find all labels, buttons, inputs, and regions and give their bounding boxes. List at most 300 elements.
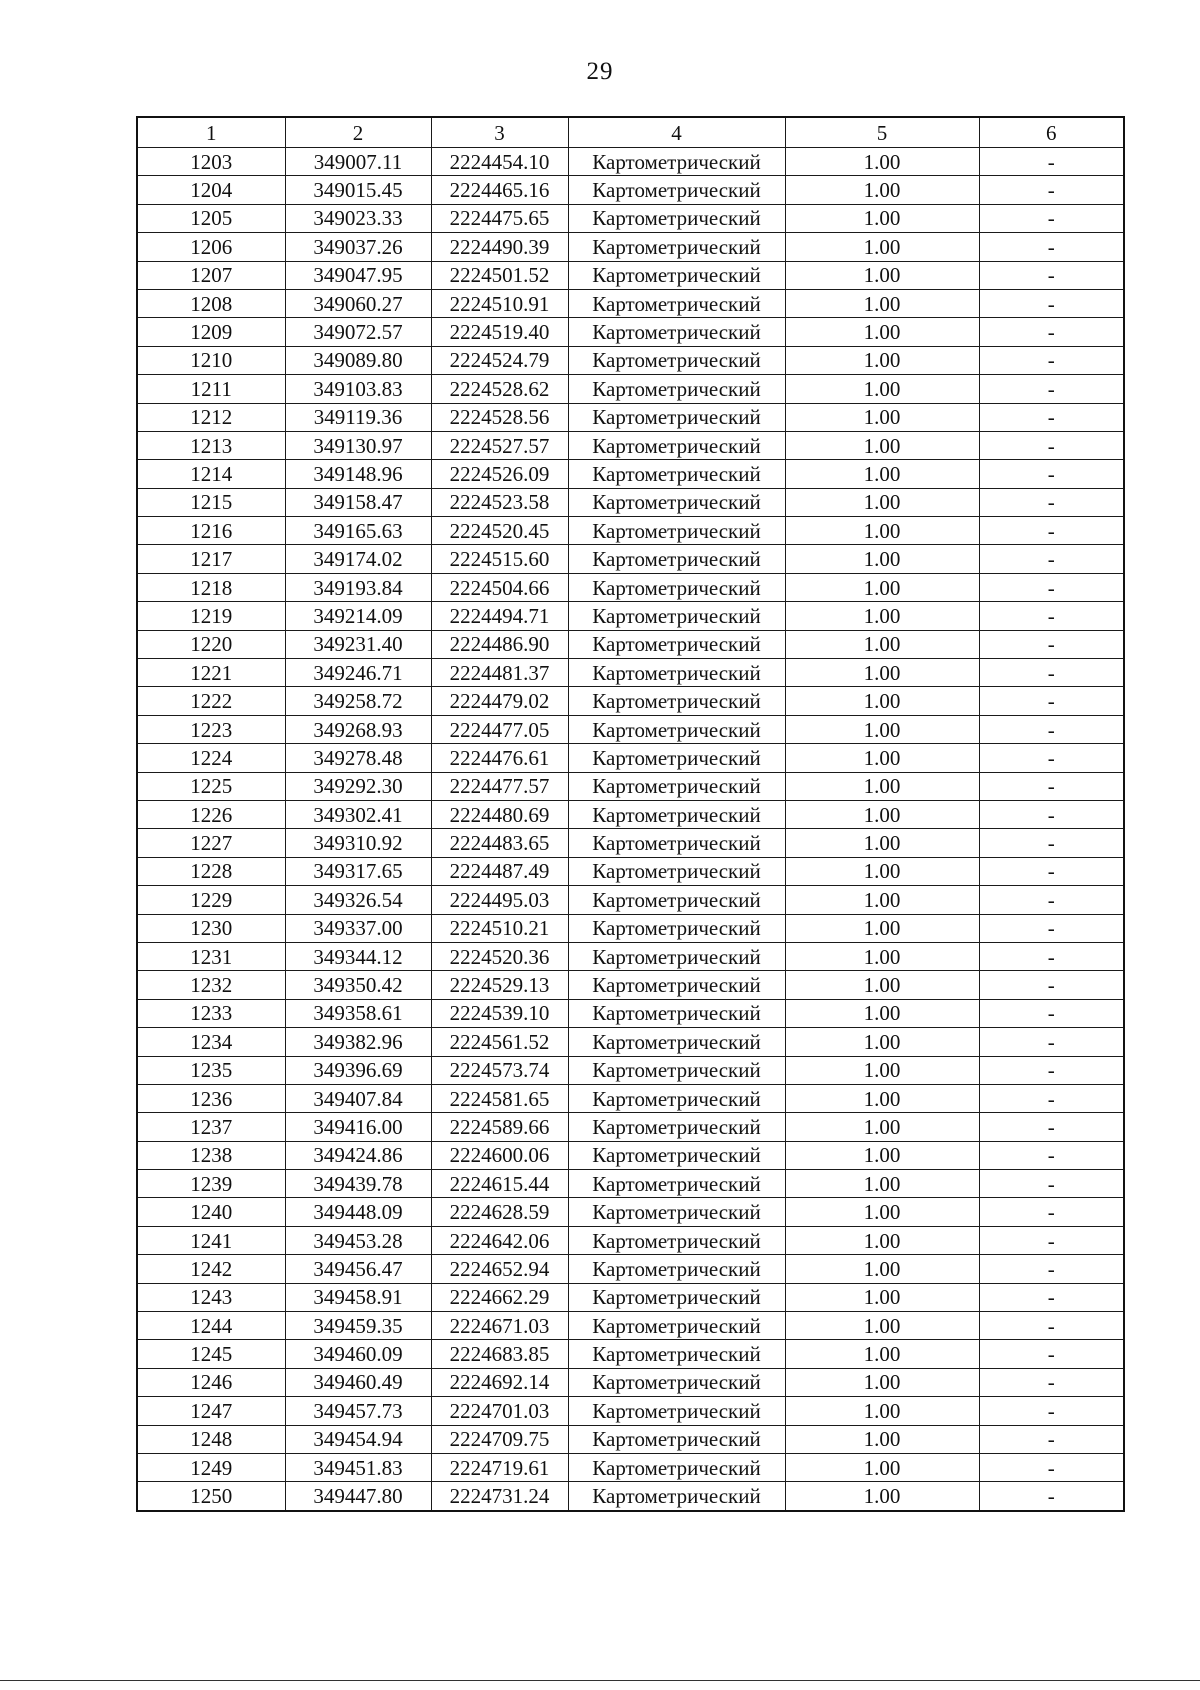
x-coordinate-cell: 349344.12 (285, 942, 431, 970)
x-coordinate-cell: 349460.09 (285, 1340, 431, 1368)
table-row (137, 1453, 1124, 1481)
point-number-cell: 1212 (137, 403, 285, 431)
accuracy-cell: 1.00 (785, 573, 979, 601)
method-cell: Картометрический (568, 744, 785, 772)
accuracy-cell: 1.00 (785, 1397, 979, 1425)
table-row (137, 1113, 1124, 1141)
accuracy-cell: 1.00 (785, 318, 979, 346)
x-coordinate-cell: 349130.97 (285, 431, 431, 459)
x-coordinate-cell: 349007.11 (285, 148, 431, 176)
table-row (137, 999, 1124, 1027)
method-cell: Картометрический (568, 630, 785, 658)
table-row (137, 1283, 1124, 1311)
table-row (137, 829, 1124, 857)
table-row (137, 1198, 1124, 1226)
y-coordinate-cell: 2224483.65 (431, 829, 568, 857)
method-cell: Картометрический (568, 148, 785, 176)
note-cell: - (979, 488, 1124, 516)
y-coordinate-cell: 2224573.74 (431, 1056, 568, 1084)
note-cell: - (979, 1198, 1124, 1226)
y-coordinate-cell: 2224520.36 (431, 942, 568, 970)
point-number-cell: 1207 (137, 261, 285, 289)
table-row (137, 233, 1124, 261)
x-coordinate-cell: 349317.65 (285, 857, 431, 885)
point-number-cell: 1220 (137, 630, 285, 658)
y-coordinate-cell: 2224479.02 (431, 687, 568, 715)
accuracy-cell: 1.00 (785, 460, 979, 488)
point-number-cell: 1243 (137, 1283, 285, 1311)
point-number-cell: 1247 (137, 1397, 285, 1425)
method-cell: Картометрический (568, 971, 785, 999)
y-coordinate-cell: 2224490.39 (431, 233, 568, 261)
y-coordinate-cell: 2224510.21 (431, 914, 568, 942)
x-coordinate-cell: 349456.47 (285, 1255, 431, 1283)
x-coordinate-cell: 349246.71 (285, 659, 431, 687)
accuracy-cell: 1.00 (785, 772, 979, 800)
x-coordinate-cell: 349396.69 (285, 1056, 431, 1084)
y-coordinate-cell: 2224692.14 (431, 1368, 568, 1396)
note-cell: - (979, 375, 1124, 403)
table-row (137, 1482, 1124, 1511)
x-coordinate-cell: 349453.28 (285, 1226, 431, 1254)
table-row (137, 772, 1124, 800)
table-row (137, 176, 1124, 204)
accuracy-cell: 1.00 (785, 1340, 979, 1368)
table-row (137, 1226, 1124, 1254)
table-row (137, 800, 1124, 828)
column-header-1: 1 (137, 117, 285, 148)
note-cell: - (979, 1312, 1124, 1340)
point-number-cell: 1213 (137, 431, 285, 459)
x-coordinate-cell: 349358.61 (285, 999, 431, 1027)
x-coordinate-cell: 349158.47 (285, 488, 431, 516)
accuracy-cell: 1.00 (785, 431, 979, 459)
accuracy-cell: 1.00 (785, 687, 979, 715)
note-cell: - (979, 857, 1124, 885)
y-coordinate-cell: 2224628.59 (431, 1198, 568, 1226)
bottom-rule (0, 1680, 1200, 1681)
method-cell: Картометрический (568, 1482, 785, 1511)
method-cell: Картометрический (568, 1425, 785, 1453)
x-coordinate-cell: 349382.96 (285, 1028, 431, 1056)
accuracy-cell: 1.00 (785, 346, 979, 374)
point-number-cell: 1249 (137, 1453, 285, 1481)
note-cell: - (979, 1425, 1124, 1453)
point-number-cell: 1219 (137, 602, 285, 630)
point-number-cell: 1218 (137, 573, 285, 601)
table-row (137, 318, 1124, 346)
note-cell: - (979, 545, 1124, 573)
x-coordinate-cell: 349089.80 (285, 346, 431, 374)
x-coordinate-cell: 349231.40 (285, 630, 431, 658)
accuracy-cell: 1.00 (785, 659, 979, 687)
point-number-cell: 1229 (137, 886, 285, 914)
y-coordinate-cell: 2224528.56 (431, 403, 568, 431)
accuracy-cell: 1.00 (785, 1226, 979, 1254)
accuracy-cell: 1.00 (785, 829, 979, 857)
method-cell: Картометрический (568, 999, 785, 1027)
table-row (137, 460, 1124, 488)
table-row (137, 1255, 1124, 1283)
accuracy-cell: 1.00 (785, 1056, 979, 1084)
note-cell: - (979, 431, 1124, 459)
x-coordinate-cell: 349165.63 (285, 517, 431, 545)
note-cell: - (979, 346, 1124, 374)
x-coordinate-cell: 349407.84 (285, 1084, 431, 1112)
y-coordinate-cell: 2224477.05 (431, 715, 568, 743)
point-number-cell: 1235 (137, 1056, 285, 1084)
y-coordinate-cell: 2224501.52 (431, 261, 568, 289)
point-number-cell: 1206 (137, 233, 285, 261)
method-cell: Картометрический (568, 772, 785, 800)
accuracy-cell: 1.00 (785, 1084, 979, 1112)
note-cell: - (979, 1283, 1124, 1311)
x-coordinate-cell: 349072.57 (285, 318, 431, 346)
x-coordinate-cell: 349148.96 (285, 460, 431, 488)
point-number-cell: 1242 (137, 1255, 285, 1283)
table-body (137, 117, 1124, 1511)
accuracy-cell: 1.00 (785, 488, 979, 516)
x-coordinate-cell: 349424.86 (285, 1141, 431, 1169)
note-cell: - (979, 289, 1124, 317)
note-cell: - (979, 460, 1124, 488)
x-coordinate-cell: 349458.91 (285, 1283, 431, 1311)
note-cell: - (979, 999, 1124, 1027)
accuracy-cell: 1.00 (785, 886, 979, 914)
point-number-cell: 1209 (137, 318, 285, 346)
point-number-cell: 1239 (137, 1170, 285, 1198)
method-cell: Картометрический (568, 204, 785, 232)
x-coordinate-cell: 349037.26 (285, 233, 431, 261)
y-coordinate-cell: 2224701.03 (431, 1397, 568, 1425)
method-cell: Картометрический (568, 460, 785, 488)
accuracy-cell: 1.00 (785, 403, 979, 431)
accuracy-cell: 1.00 (785, 971, 979, 999)
x-coordinate-cell: 349439.78 (285, 1170, 431, 1198)
accuracy-cell: 1.00 (785, 233, 979, 261)
note-cell: - (979, 1397, 1124, 1425)
y-coordinate-cell: 2224671.03 (431, 1312, 568, 1340)
method-cell: Картометрический (568, 1141, 785, 1169)
method-cell: Картометрический (568, 1113, 785, 1141)
method-cell: Картометрический (568, 375, 785, 403)
y-coordinate-cell: 2224581.65 (431, 1084, 568, 1112)
method-cell: Картометрический (568, 488, 785, 516)
x-coordinate-cell: 349119.36 (285, 403, 431, 431)
y-coordinate-cell: 2224480.69 (431, 800, 568, 828)
y-coordinate-cell: 2224662.29 (431, 1283, 568, 1311)
table-row (137, 1312, 1124, 1340)
accuracy-cell: 1.00 (785, 1368, 979, 1396)
y-coordinate-cell: 2224454.10 (431, 148, 568, 176)
point-number-cell: 1214 (137, 460, 285, 488)
method-cell: Картометрический (568, 403, 785, 431)
note-cell: - (979, 318, 1124, 346)
note-cell: - (979, 715, 1124, 743)
point-number-cell: 1228 (137, 857, 285, 885)
note-cell: - (979, 1056, 1124, 1084)
x-coordinate-cell: 349457.73 (285, 1397, 431, 1425)
point-number-cell: 1248 (137, 1425, 285, 1453)
method-cell: Картометрический (568, 1028, 785, 1056)
table-row (137, 1368, 1124, 1396)
point-number-cell: 1211 (137, 375, 285, 403)
x-coordinate-cell: 349103.83 (285, 375, 431, 403)
y-coordinate-cell: 2224476.61 (431, 744, 568, 772)
note-cell: - (979, 1084, 1124, 1112)
accuracy-cell: 1.00 (785, 999, 979, 1027)
accuracy-cell: 1.00 (785, 857, 979, 885)
note-cell: - (979, 176, 1124, 204)
accuracy-cell: 1.00 (785, 1312, 979, 1340)
note-cell: - (979, 829, 1124, 857)
note-cell: - (979, 1368, 1124, 1396)
y-coordinate-cell: 2224600.06 (431, 1141, 568, 1169)
table-row (137, 431, 1124, 459)
y-coordinate-cell: 2224528.62 (431, 375, 568, 403)
table-row (137, 289, 1124, 317)
method-cell: Картометрический (568, 687, 785, 715)
y-coordinate-cell: 2224652.94 (431, 1255, 568, 1283)
accuracy-cell: 1.00 (785, 1028, 979, 1056)
table-row (137, 1056, 1124, 1084)
accuracy-cell: 1.00 (785, 1482, 979, 1511)
x-coordinate-cell: 349023.33 (285, 204, 431, 232)
point-number-cell: 1223 (137, 715, 285, 743)
table-row (137, 517, 1124, 545)
point-number-cell: 1232 (137, 971, 285, 999)
point-number-cell: 1250 (137, 1482, 285, 1511)
accuracy-cell: 1.00 (785, 176, 979, 204)
note-cell: - (979, 1170, 1124, 1198)
method-cell: Картометрический (568, 1312, 785, 1340)
note-cell: - (979, 573, 1124, 601)
x-coordinate-cell: 349060.27 (285, 289, 431, 317)
y-coordinate-cell: 2224494.71 (431, 602, 568, 630)
note-cell: - (979, 1028, 1124, 1056)
page-number: 29 (586, 58, 614, 85)
accuracy-cell: 1.00 (785, 914, 979, 942)
y-coordinate-cell: 2224475.65 (431, 204, 568, 232)
note-cell: - (979, 942, 1124, 970)
method-cell: Картометрический (568, 1283, 785, 1311)
accuracy-cell: 1.00 (785, 261, 979, 289)
method-cell: Картометрический (568, 942, 785, 970)
coordinates-table (136, 116, 1125, 1512)
y-coordinate-cell: 2224731.24 (431, 1482, 568, 1511)
method-cell: Картометрический (568, 346, 785, 374)
column-header-2: 2 (285, 117, 431, 148)
accuracy-cell: 1.00 (785, 744, 979, 772)
accuracy-cell: 1.00 (785, 204, 979, 232)
table-row (137, 971, 1124, 999)
point-number-cell: 1221 (137, 659, 285, 687)
method-cell: Картометрический (568, 1170, 785, 1198)
accuracy-cell: 1.00 (785, 1255, 979, 1283)
table-row (137, 602, 1124, 630)
table-row (137, 573, 1124, 601)
note-cell: - (979, 148, 1124, 176)
y-coordinate-cell: 2224719.61 (431, 1453, 568, 1481)
table-row (137, 261, 1124, 289)
x-coordinate-cell: 349278.48 (285, 744, 431, 772)
point-number-cell: 1244 (137, 1312, 285, 1340)
x-coordinate-cell: 349258.72 (285, 687, 431, 715)
point-number-cell: 1215 (137, 488, 285, 516)
point-number-cell: 1241 (137, 1226, 285, 1254)
table-row (137, 857, 1124, 885)
x-coordinate-cell: 349326.54 (285, 886, 431, 914)
note-cell: - (979, 687, 1124, 715)
x-coordinate-cell: 349310.92 (285, 829, 431, 857)
table-row (137, 659, 1124, 687)
table-row (137, 1170, 1124, 1198)
y-coordinate-cell: 2224477.57 (431, 772, 568, 800)
table-row (137, 630, 1124, 658)
accuracy-cell: 1.00 (785, 148, 979, 176)
method-cell: Картометрический (568, 318, 785, 346)
point-number-cell: 1237 (137, 1113, 285, 1141)
table-row (137, 375, 1124, 403)
x-coordinate-cell: 349350.42 (285, 971, 431, 999)
x-coordinate-cell: 349416.00 (285, 1113, 431, 1141)
note-cell: - (979, 403, 1124, 431)
method-cell: Картометрический (568, 1397, 785, 1425)
x-coordinate-cell: 349047.95 (285, 261, 431, 289)
method-cell: Картометрический (568, 176, 785, 204)
method-cell: Картометрический (568, 1084, 785, 1112)
y-coordinate-cell: 2224519.40 (431, 318, 568, 346)
method-cell: Картометрический (568, 233, 785, 261)
accuracy-cell: 1.00 (785, 517, 979, 545)
method-cell: Картометрический (568, 1226, 785, 1254)
point-number-cell: 1227 (137, 829, 285, 857)
table-row (137, 886, 1124, 914)
point-number-cell: 1216 (137, 517, 285, 545)
note-cell: - (979, 886, 1124, 914)
method-cell: Картометрический (568, 1056, 785, 1084)
note-cell: - (979, 261, 1124, 289)
point-number-cell: 1225 (137, 772, 285, 800)
point-number-cell: 1208 (137, 289, 285, 317)
y-coordinate-cell: 2224510.91 (431, 289, 568, 317)
table-row (137, 148, 1124, 176)
point-number-cell: 1222 (137, 687, 285, 715)
accuracy-cell: 1.00 (785, 375, 979, 403)
x-coordinate-cell: 349448.09 (285, 1198, 431, 1226)
table-row (137, 1084, 1124, 1112)
table-row (137, 403, 1124, 431)
table-row (137, 545, 1124, 573)
note-cell: - (979, 602, 1124, 630)
y-coordinate-cell: 2224539.10 (431, 999, 568, 1027)
y-coordinate-cell: 2224520.45 (431, 517, 568, 545)
table-row (137, 346, 1124, 374)
note-cell: - (979, 630, 1124, 658)
x-coordinate-cell: 349174.02 (285, 545, 431, 573)
method-cell: Картометрический (568, 800, 785, 828)
accuracy-cell: 1.00 (785, 800, 979, 828)
accuracy-cell: 1.00 (785, 1283, 979, 1311)
x-coordinate-cell: 349292.30 (285, 772, 431, 800)
y-coordinate-cell: 2224526.09 (431, 460, 568, 488)
x-coordinate-cell: 349214.09 (285, 602, 431, 630)
note-cell: - (979, 204, 1124, 232)
accuracy-cell: 1.00 (785, 1170, 979, 1198)
y-coordinate-cell: 2224642.06 (431, 1226, 568, 1254)
note-cell: - (979, 659, 1124, 687)
method-cell: Картометрический (568, 1368, 785, 1396)
method-cell: Картометрический (568, 517, 785, 545)
accuracy-cell: 1.00 (785, 545, 979, 573)
note-cell: - (979, 914, 1124, 942)
accuracy-cell: 1.00 (785, 1453, 979, 1481)
point-number-cell: 1238 (137, 1141, 285, 1169)
note-cell: - (979, 517, 1124, 545)
note-cell: - (979, 1255, 1124, 1283)
note-cell: - (979, 233, 1124, 261)
note-cell: - (979, 1340, 1124, 1368)
method-cell: Картометрический (568, 1453, 785, 1481)
note-cell: - (979, 1482, 1124, 1511)
x-coordinate-cell: 349459.35 (285, 1312, 431, 1340)
y-coordinate-cell: 2224523.58 (431, 488, 568, 516)
method-cell: Картометрический (568, 1255, 785, 1283)
x-coordinate-cell: 349268.93 (285, 715, 431, 743)
point-number-cell: 1236 (137, 1084, 285, 1112)
point-number-cell: 1231 (137, 942, 285, 970)
point-number-cell: 1210 (137, 346, 285, 374)
point-number-cell: 1240 (137, 1198, 285, 1226)
point-number-cell: 1204 (137, 176, 285, 204)
point-number-cell: 1245 (137, 1340, 285, 1368)
note-cell: - (979, 1226, 1124, 1254)
note-cell: - (979, 1141, 1124, 1169)
point-number-cell: 1230 (137, 914, 285, 942)
y-coordinate-cell: 2224486.90 (431, 630, 568, 658)
method-cell: Картометрический (568, 857, 785, 885)
method-cell: Картометрический (568, 659, 785, 687)
method-cell: Картометрический (568, 289, 785, 317)
accuracy-cell: 1.00 (785, 1198, 979, 1226)
table-row (137, 488, 1124, 516)
note-cell: - (979, 971, 1124, 999)
table-row (137, 914, 1124, 942)
method-cell: Картометрический (568, 602, 785, 630)
column-header-6: 6 (979, 117, 1124, 148)
y-coordinate-cell: 2224481.37 (431, 659, 568, 687)
table-header-row (137, 117, 1124, 148)
method-cell: Картометрический (568, 1340, 785, 1368)
x-coordinate-cell: 349015.45 (285, 176, 431, 204)
x-coordinate-cell: 349337.00 (285, 914, 431, 942)
note-cell: - (979, 772, 1124, 800)
x-coordinate-cell: 349193.84 (285, 573, 431, 601)
table-row (137, 1425, 1124, 1453)
method-cell: Картометрический (568, 1198, 785, 1226)
point-number-cell: 1246 (137, 1368, 285, 1396)
method-cell: Картометрический (568, 886, 785, 914)
y-coordinate-cell: 2224495.03 (431, 886, 568, 914)
y-coordinate-cell: 2224615.44 (431, 1170, 568, 1198)
table-row (137, 204, 1124, 232)
y-coordinate-cell: 2224709.75 (431, 1425, 568, 1453)
accuracy-cell: 1.00 (785, 289, 979, 317)
point-number-cell: 1205 (137, 204, 285, 232)
accuracy-cell: 1.00 (785, 715, 979, 743)
y-coordinate-cell: 2224487.49 (431, 857, 568, 885)
y-coordinate-cell: 2224465.16 (431, 176, 568, 204)
